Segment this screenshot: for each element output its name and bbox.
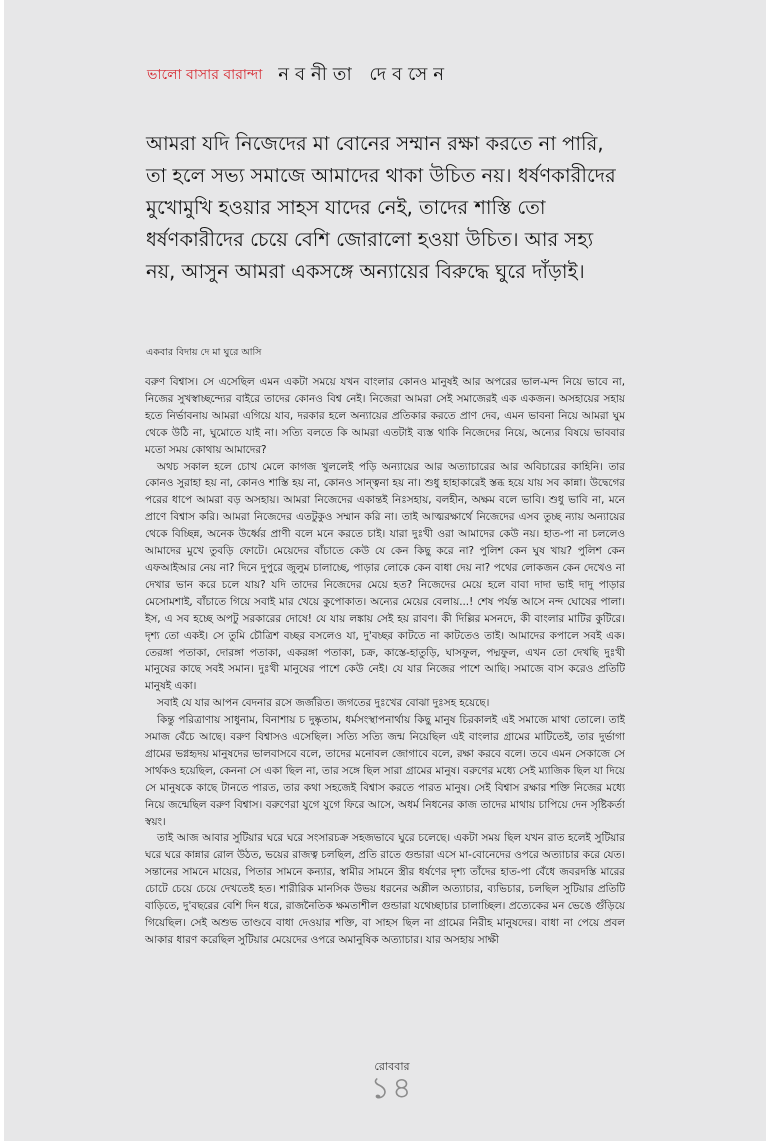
page-number: ১৪ [370,1071,414,1106]
body-paragraph: কিন্তু পরিত্রাণায় সাধুনাম, বিনাশায় চ দুষ্কৃতাম, ধর্মসংস্থাপনার্থায় কিছু মানুষ চিরকালই এই সমাজে মাথা তোলে। তাই সমাজ বেঁচে আছে। বরুণ বিশ্বাসও এসেছিল। সত্যি সত্যি জন্ম নিয়েছিল এই বাংলার গ্রামের মাটিতেই, তার দুর্ভাগা গ্রামের ভগ্নহৃদয় মানুষদের ভালবাসবে বলে, তাদের মনোবল জোগাবে বলে, রক্ষা করবে বলে। তবে এমন সেকাজে সে সার্থকও হয়েছিল, কেননা সে একা ছিল না, তার সঙ্গে ছিল সারা গ্রামের মানুষ। বরুণের মধ্যে সেই ম্যাজিক ছিল যা দিয়ে সে মানুষকে কাছে টানতে পারত, তার কথা সহজেই বিশ্বাস করতে পারত মানুষ। সেই বিশ্বাস রক্ষার শক্তি নিজের মধ্যে নিয়ে জন্মেছিল বরুণ বিশ্বাস। বরুণেরা যুগে যুগে ফিরে আসে, অধর্ম নিধনের কাজ তাদের মাথায় চাপিয়ে দেন সৃষ্টিকর্তা স্বয়ং। [145,714,625,828]
article-subhead: একবার বিদায় দে মা ঘুরে আসি [146,347,262,358]
article-body [145,374,625,1040]
column-header [147,60,450,90]
body-paragraph: তাই আজ আবার সুটিয়ার ঘরে ঘরে সংসারচক্র সহজভাবে ঘুরে চলেছে। একটা সময় ছিল যখন রাত হলেই সুটিয়ার ঘরে ঘরে কান্নার রোল উঠত, ভয়ের রাজত্ব চলছিল, প্রতি রাতে গুন্ডারা এসে মা-বোনেদের ওপরে অত্যাচার করে যেত। সন্তানের সামনে মায়ের, পিতার সামনে কন্যার, স্বামীর সামনে স্ত্রীর ধর্ষণের দৃশ্য তাঁদের হাত-পা বেঁধে জবরদস্তি মারের চোটে চেয়ে চেয়ে দেখতেই হত। শারীরিক মানসিক উভয় ধরনের অশ্লীল অত্যাচার, ব্যভিচার, চলছিল সুটিয়ার প্রতিটি বাড়িতে, দু'বছরের বেশি দিন ধরে, রাজনৈতিক ক্ষমতাশীল গুন্ডারা যথেচ্ছাচার চালাচ্ছিল। প্রত্যেকের মন ভেঙে গুঁড়িয়ে গিয়েছিল। সেই অশুভ তাণ্ডবে বাধা দেওয়ার শক্তি, বা সাহস ছিল না গ্রামের নিরীহ মানুষদের। বাধা না পেয়ে প্রবল আকার ধারণ করেছিল সুটিয়ার মেয়েদের ওপরে অমানুষিক অত্যাচার। যার অসহায় সাক্ষী [145,832,625,946]
magazine-day-label: রোববার [374,1060,410,1073]
body-paragraph: সবাই যে যার আপন বেদনার রসে জর্জরিত। জগতের দুঃখের বোঝা দুঃসহ হয়েছে। [157,697,490,710]
author-name: নবনীতা দেবসেন [278,63,451,85]
page-right-edge [766,0,770,1141]
body-paragraph: বরুণ বিশ্বাস। সে এসেছিল এমন একটা সময়ে যখন বাংলার কোনও মানুষই আর অপরের ভাল-মন্দ নিয়ে ভাবে না, নিজের সুখস্বাচ্ছন্দ্যের বাইরে তাদের কোনও বিশ্ব নেই। নিজেরা আমরা সেই সমাজেরই এক একজন। অসহায়ের সহায় হতে নির্ভাবনায় আমরা এগিয়ে যাব, দরকার হলে অন্যায়ের প্রতিকার করতে প্রাণ দেব, এমন ভাবনা নিয়ে আমরা ঘুম থেকে উঠি না, ঘুমোতে যাই না। সত্যি বলতে কি আমরা এতটাই ব্যস্ত থাকি নিজেদের নিয়ে, অন্যের বিষয়ে ভাববার মতো সময় কোথায় আমাদের? [145,376,625,456]
page-left-edge [0,0,4,1141]
body-paragraph: অথচ সকাল হলে চোখ মেলে কাগজ খুললেই পড়ি অন্যায়ের আর অত্যাচারের আর অবিচারের কাহিনি। তার কোনও সুরাহা হয় না, কোনও শাস্তি হয় না, কোনও সান্ত্বনা হয় না। শুধু হাহাকারেই স্তব্ধ হয়ে যায় সব কান্না। উদ্বেগের পরের ধাপে আমরা বড় অসহায়। আমরা নিজেদের একান্তই নিঃসহায়, বলহীন, অক্ষম বলে ভাবি। শুধু ভাবি না, মনে প্রাণে বিশ্বাস করি। আমরা নিজেদের এতটুকুও সম্মান করি না। তাই আত্মরক্ষার্থে নিজেদের এসব তুচ্ছ ন্যায় অন্যায়ের থেকে বিচ্ছিন্ন, অনেক উর্ধ্বের প্রাণী বলে মনে করতে চাই। যারা দুঃখী ওরা আমাদের কেউ নয়। হাত-পা না চললেও আমাদের মুখে তুবড়ি ফোটে। মেয়েদের বাঁচাতে কেউ যে কেন কিছু করে না? পুলিশ কেন ঘুষ খায়? পুলিশ কেন এফআইআর নেয় না? দিনে দুপুরে জুলুম চালাচ্ছে, পাড়ার লোকে কেন বাধা দেয় না? পথের লোকজন কেন দেখেও না দেখার ভান করে চলে যায়? যদি তাদের নিজেদের মেয়ে হত? নিজেদের মেয়ে হলে বাবা দাদা ভাই দাদু পাড়ার মেসোমশাই, বাঁচাতে গিয়ে সবাই মার খেয়ে কুপোকাত। অন্যের মেয়ের বেলায়...! শেষ পর্যন্ত আসে নন্দ ঘোষের পালা। ইস, এ সব হচ্ছে অপটু সরকারের দোষে! যে যায় লঙ্কায় সেই হয় রাবণ। কী দিল্লির মসনদে, কী বাংলার মাটির কুটিরে। দৃশ্য তো একই। সে তুমি চৌত্রিশ বচ্ছর বসলেও যা, দু'বচ্ছর কাটতে না কাটতেও তাই। আমাদের কপালে সবই এক। তেরঙ্গা পতাকা, দোরঙ্গা পতাকা, একরঙ্গা পতাকা, চক্র, কাস্তে-হাতুড়ি, ঘাসফুল, পদ্মফুল, এখন তো দেখছি দুঃখী মানুষের কাছে সবই সমান। দুঃখী মানুষের পাশে কেউ নেই। যে যার নিজের পাশে আছি। সমাজে বাস করেও প্রতিটি মানুষই একা। [145,460,625,693]
pull-quote: আমরা যদি নিজেদের মা বোনের সম্মান রক্ষা করতে না পারি, তা হলে সভ্য সমাজে আমাদের থাকা উচিত নয়। ধর্ষণকারীদের মুখোমুখি হওয়ার সাহস যাদের নেই, তাদের শাস্তি তো ধর্ষণকারীদের চেয়ে বেশি জোরালো হওয়া উচিত। আর সহ্য নয়, আসুন আমরা একসঙ্গে অন্যায়ের বিরুদ্ধে ঘুরে দাঁড়াই। [146,132,616,283]
column-name: ভালো বাসার বারান্দা [147,67,263,83]
page-footer [352,1060,432,1104]
